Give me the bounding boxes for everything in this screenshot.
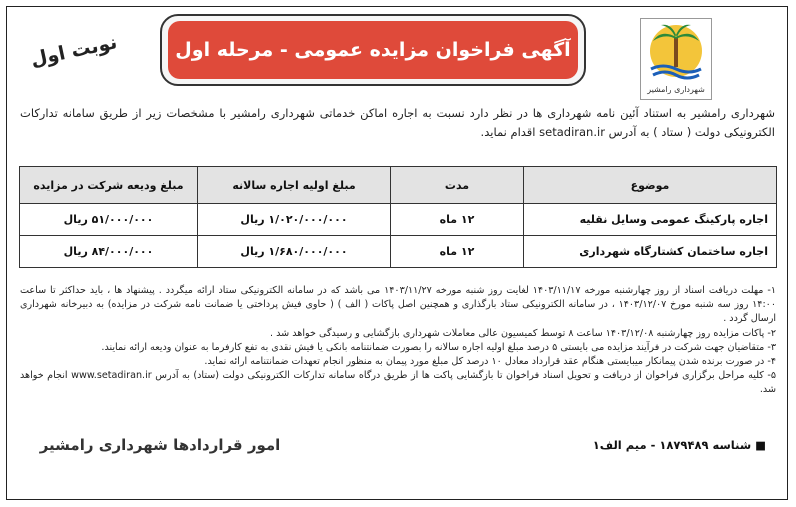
col-deposit: مبلغ ودیعه شرکت در مزایده xyxy=(20,167,198,204)
serial-id: ■ شناسه ۱۸۷۹۴۸۹ - میم الف۱ xyxy=(592,438,766,452)
table-header-row xyxy=(20,167,777,204)
intro-paragraph: شهرداری رامشیر به استناد آئین نامه شهرداری ها در نظر دارد نسبت به اجاره اماکن خدماتی شهرداری رامشیر با مشخصات زیر از طریق سامانه تدارکات الکترونیکی دولت ( ستاد ) به آدرس setadiran.ir اقدام نماید. xyxy=(20,106,775,139)
table-row xyxy=(20,204,777,236)
cell-deposit: ۵۱/۰۰۰/۰۰۰ ریال xyxy=(20,204,198,236)
serial-text: شناسه ۱۸۷۹۴۸۹ - میم الف۱ xyxy=(592,438,752,452)
condition-item: ۱- مهلت دریافت اسناد از روز چهارشنبه مورخه ۱۴۰۳/۱۱/۱۷ لغایت روز شنبه مورخه ۱۴۰۳/۱۱/۲۷ می باشد که در سامانه الکترونیکی ستاد ارائه میگردد . پیشنهاد ها ، باید حداکثر تا ساعت ۱۴:۰۰ روز سه شنبه مورخ ۱۴۰۳/۱۲/۰۷ ، در سامانه الکترونیکی ستاد بارگذاری و همچنین اصل پاکات ( الف ) ( حاوی فیش پرداختی یا ضمانت نامه شرکت در مزایده) به دبیرخانه شهرداری ارسال گردد . xyxy=(20,285,776,325)
condition-item: ۲- پاکات مزایده روز چهارشنبه ۱۴۰۳/۱۲/۰۸ ساعت ۸ توسط کمیسیون عالی معاملات شهرداری بازگشایی و رسیدگی خواهد شد . xyxy=(270,327,776,339)
logo-text: شهرداری رامشیر xyxy=(647,85,705,94)
table-row xyxy=(20,236,777,268)
auction-table xyxy=(19,166,777,268)
round-label: نوبت اول xyxy=(28,31,120,71)
title-banner xyxy=(160,14,586,86)
cell-initial-rent: ۱/۶۸۰/۰۰۰/۰۰۰ ریال xyxy=(198,236,391,268)
col-subject: موضوع xyxy=(524,167,777,204)
notice-title: آگهی فراخوان مزایده عمومی - مرحله اول xyxy=(175,39,571,61)
cell-duration: ۱۲ ماه xyxy=(391,204,524,236)
condition-item: ۴- در صورت برنده شدن پیمانکار میبایستی هنگام عقد قرارداد معادل ۱۰ درصد کل مبلغ مورد پیمان به منظور انجام تعهدات ضمانتنامه ارائه نماید. xyxy=(204,356,776,368)
cell-deposit: ۸۴/۰۰۰/۰۰۰ ریال xyxy=(20,236,198,268)
cell-subject: اجاره پارکینگ عمومی وسایل نقلیه xyxy=(524,204,777,236)
cell-subject: اجاره ساختمان کشتارگاه شهرداری xyxy=(524,236,777,268)
condition-item: ۳- متقاضیان جهت شرکت در فرآیند مزایده می بایستی ۵ درصد مبلغ اولیه اجاره سالانه را بصورت ضمانتنامه بانکی یا فیش نقدی به تفع کارفرما به عنوان ودیعه ارائه نمایند. xyxy=(101,341,776,353)
municipality-logo xyxy=(640,18,712,100)
col-duration: مدت xyxy=(391,167,524,204)
cell-duration: ۱۲ ماه xyxy=(391,236,524,268)
condition-item: ۵- کلیه مراحل برگزاری فراخوان از دریافت و تحویل اسناد فراخوان تا بازگشایی پاکت ها از طریق درگاه سامانه تدارکات الکترونیکی دولت (ستاد) به آدرس www.setadiran.ir انجام خواهد شد. xyxy=(20,370,776,396)
conditions-list xyxy=(20,284,776,398)
signature: امور قراردادها شهرداری رامشیر xyxy=(39,436,281,454)
cell-initial-rent: ۱/۰۲۰/۰۰۰/۰۰۰ ریال xyxy=(198,204,391,236)
col-initial-rent: مبلغ اولیه اجاره سالانه xyxy=(198,167,391,204)
